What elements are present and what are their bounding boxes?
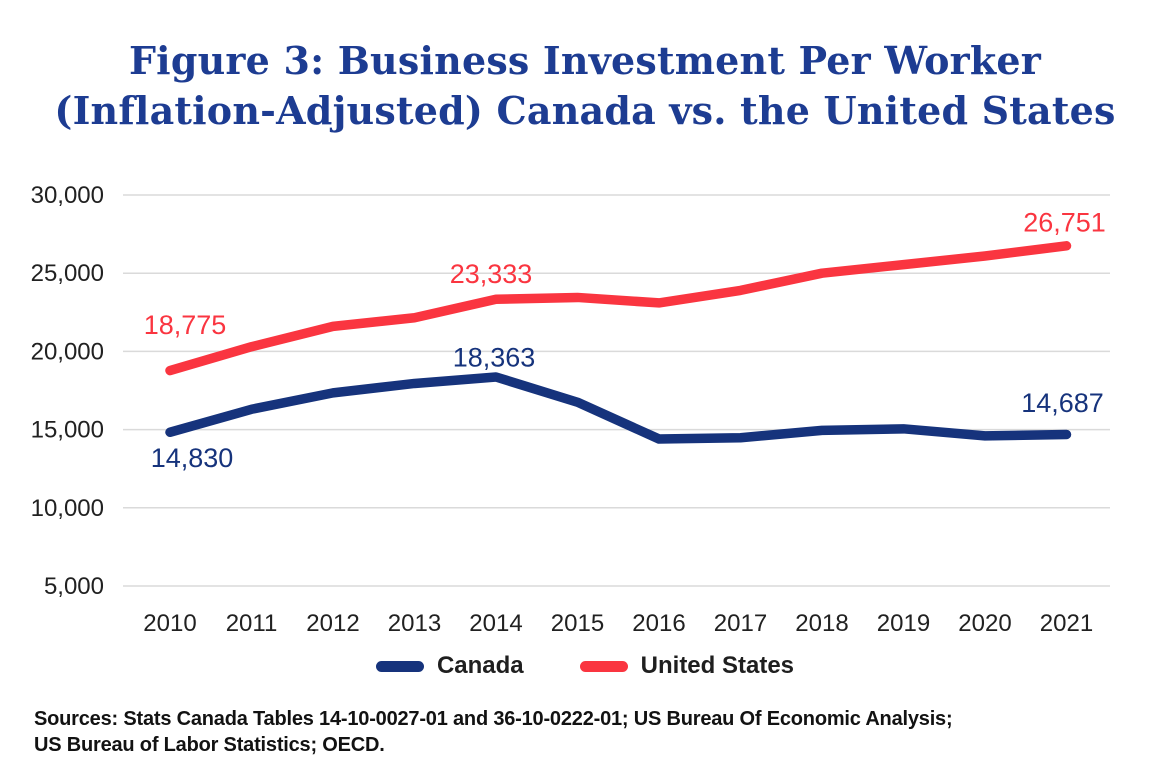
legend-label-united-states: United States — [640, 652, 795, 679]
x-tick-label: 2011 — [225, 610, 278, 637]
y-tick-label: 15,000 — [30, 416, 104, 444]
data-label-canada-2014: 18,363 — [452, 342, 536, 373]
x-tick-label: 2018 — [795, 610, 849, 637]
chart-title-line1: Figure 3: Business Investment Per Worker — [129, 38, 1041, 83]
legend-label-canada: Canada — [436, 652, 524, 679]
y-tick-label: 10,000 — [30, 494, 104, 522]
x-tick-label: 2015 — [550, 610, 605, 637]
x-tick-label: 2016 — [632, 610, 686, 637]
x-tick-label: 2019 — [876, 610, 931, 637]
x-tick-label: 2020 — [958, 610, 1012, 637]
x-tick-label: 2012 — [306, 610, 360, 637]
x-tick-label: 2010 — [143, 610, 197, 637]
y-tick-label: 30,000 — [30, 182, 104, 209]
legend-item-united-states — [580, 652, 794, 680]
sources-line2: US Bureau of Labor Statistics; OECD. — [34, 734, 385, 756]
data-label-canada-2021: 14,687 — [1021, 387, 1104, 418]
legend-item-canada — [376, 652, 524, 680]
y-tick-label: 25,000 — [30, 260, 104, 288]
data-label-canada-2010: 14,830 — [150, 442, 234, 473]
x-tick-label: 2014 — [469, 610, 523, 637]
data-label-united-states-2021: 26,751 — [1023, 207, 1106, 238]
x-tick-label: 2021 — [1039, 610, 1094, 637]
sources-note — [34, 706, 952, 758]
x-tick-label: 2017 — [713, 610, 768, 637]
y-tick-label: 5,000 — [43, 573, 104, 600]
canada-line-swatch — [376, 661, 424, 672]
y-tick-label: 20,000 — [30, 338, 104, 366]
chart-title-line2: (Inflation-Adjusted) Canada vs. the United States — [54, 88, 1116, 133]
united-states-line-swatch — [580, 661, 628, 672]
data-label-united-states-2010: 18,775 — [143, 310, 227, 341]
legend — [0, 652, 1170, 680]
data-label-united-states-2014: 23,333 — [449, 258, 533, 289]
x-tick-label: 2013 — [387, 610, 442, 637]
sources-line1: Sources: Stats Canada Tables 14-10-0027-01 and 36-10-0222-01; US Bureau Of Economic Analysis; — [34, 708, 953, 730]
